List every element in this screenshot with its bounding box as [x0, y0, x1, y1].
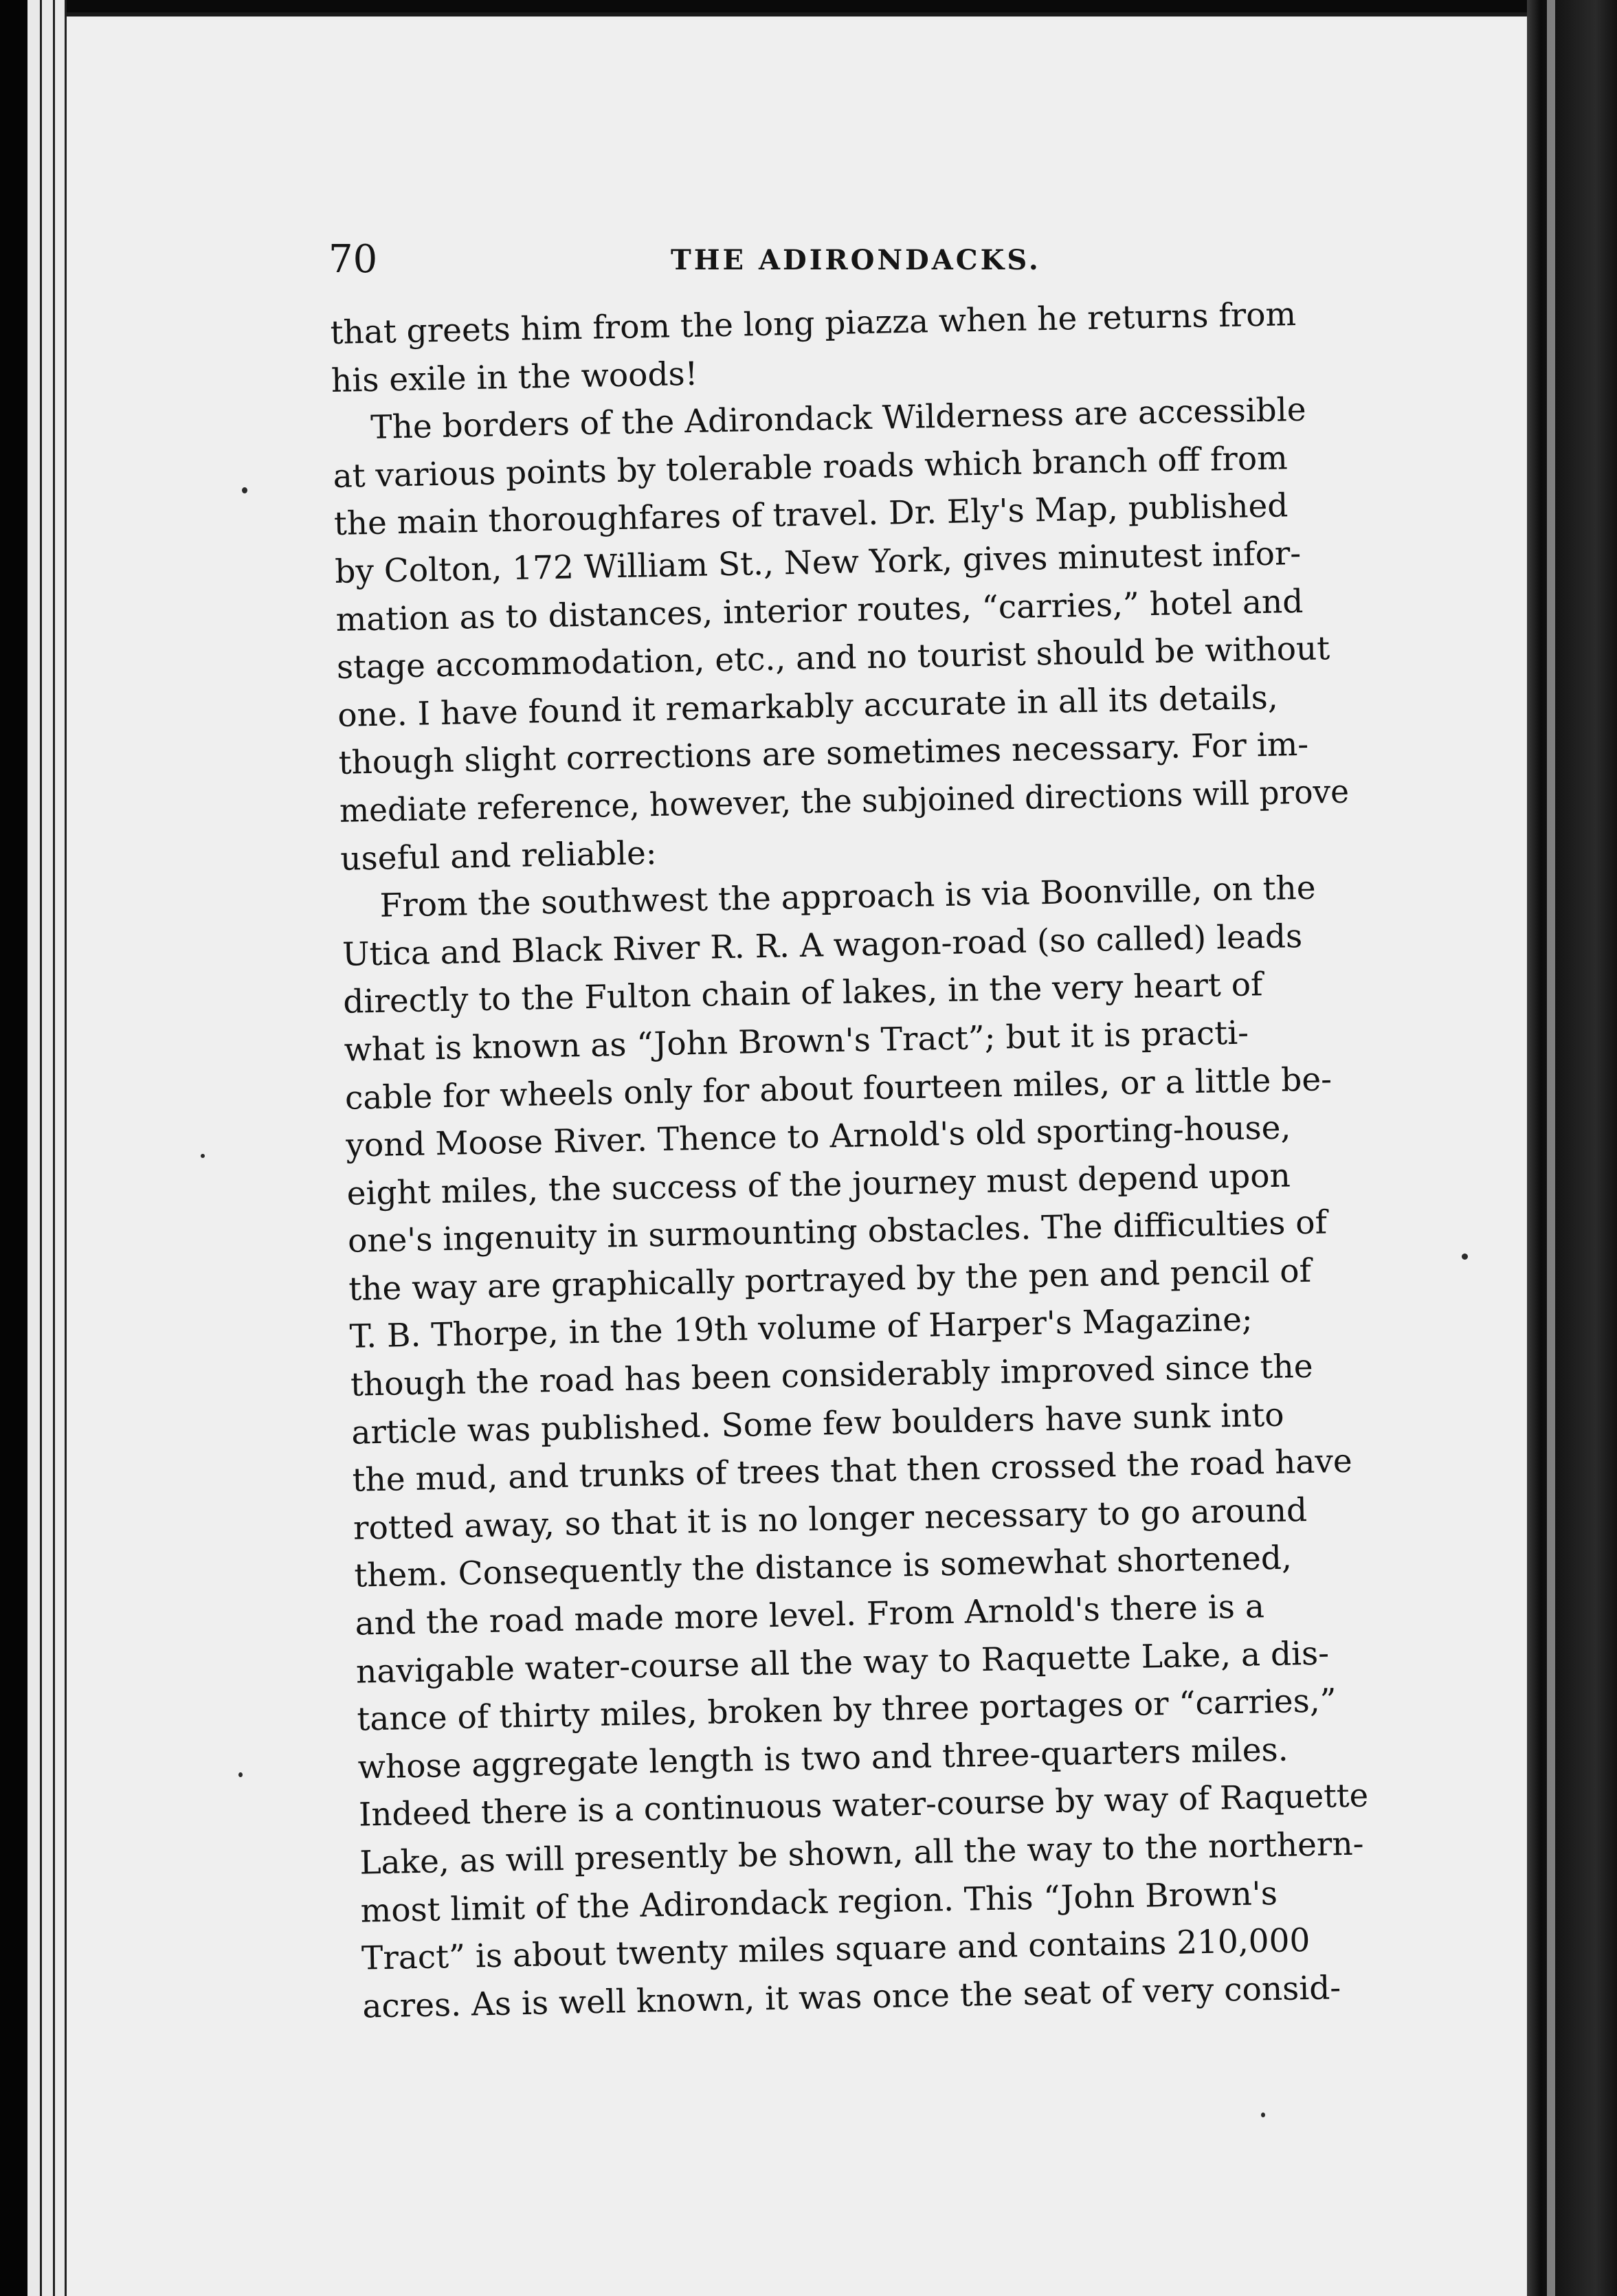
- text-line: what is known as “John Brown's Tract”; but it is practi-: [344, 1014, 1249, 1069]
- text-line: his exile in the woods!: [331, 355, 699, 400]
- page-edge: [27, 0, 42, 2296]
- text-line: most limit of the Adirondack region. This “John Brown's: [360, 1874, 1278, 1930]
- print-speck: [1462, 1253, 1468, 1260]
- text-line: Lake, as will presently be shown, all the way to the northern-: [359, 1825, 1364, 1882]
- text-line: the way are graphically portrayed by the pen and pencil of: [348, 1251, 1312, 1308]
- binding-edge: [1547, 0, 1555, 2296]
- text-line: by Colton, 172 William St., New York, gives minutest infor-: [334, 534, 1302, 591]
- text-line: stage accommodation, etc., and no tourist should be without: [336, 629, 1330, 687]
- text-line: though the road has been considerably improved since the: [350, 1347, 1313, 1404]
- text-line: Utica and Black River R. R. A wagon-road (so called) leads: [342, 917, 1303, 974]
- text-line: Tract” is about twenty miles square and contains 210,000: [361, 1921, 1311, 1978]
- text-line: though slight corrections are sometimes necessary. For im-: [338, 726, 1309, 783]
- text-line: them. Consequently the distance is somewhat shortened,: [353, 1539, 1293, 1596]
- print-speck: [242, 487, 247, 493]
- text-line: one. I have found it remarkably accurate in all its details,: [337, 678, 1279, 735]
- text-line: whose aggregate length is two and three-quarters miles.: [357, 1730, 1289, 1787]
- text-line: tance of thirty miles, broken by three portages or “carries,”: [356, 1682, 1337, 1739]
- text-line: article was published. Some few boulders have sunk into: [350, 1396, 1284, 1452]
- text-line: the main thoroughfares of travel. Dr. Ely's Map, published: [333, 487, 1289, 544]
- page-edge: [42, 0, 55, 2296]
- text-line: cable for wheels only for about fourteen miles, or a little be-: [344, 1060, 1332, 1117]
- text-line: acres. As is well known, it was once the seat of very consid-: [361, 1968, 1341, 2026]
- running-title: THE ADIRONDACKS.: [671, 244, 1041, 276]
- page-edge: [55, 0, 67, 2296]
- text-line: mation as to distances, interior routes, “carries,” hotel and: [335, 582, 1304, 639]
- text-line: at various points by tolerable roads which branch off from: [333, 439, 1289, 495]
- print-speck: [1261, 2113, 1265, 2117]
- text-line: The borders of the Adirondack Wilderness are accessible: [370, 390, 1307, 447]
- text-line: mediate reference, however, the subjoined directions will prove: [339, 772, 1350, 830]
- text-line: and the road made more level. From Arnold's there is a: [355, 1587, 1265, 1643]
- print-speck: [201, 1154, 205, 1158]
- text-line: eight miles, the success of the journey must depend upon: [346, 1157, 1291, 1213]
- book-binding: [1527, 0, 1617, 2296]
- body-text: [330, 290, 1373, 2031]
- text-line: one's ingenuity in surmounting obstacles. The difficulties of: [347, 1203, 1328, 1261]
- text-line: From the southwest the approach is via Boonville, on the: [379, 869, 1317, 925]
- text-line: directly to the Fulton chain of lakes, in the very heart of: [342, 966, 1263, 1022]
- running-head: [328, 237, 1346, 299]
- text-line: that greets him from the long piazza when he returns from: [330, 296, 1297, 352]
- scanner-margin-left: [0, 0, 27, 2296]
- page-number: 70: [328, 237, 378, 282]
- text-line: the mud, and trunks of trees that then crossed the road have: [352, 1442, 1353, 1500]
- text-line: rotted away, so that it is no longer necessary to go around: [353, 1491, 1308, 1548]
- text-line: useful and reliable:: [339, 834, 658, 878]
- text-line: navigable water-course all the way to Raquette Lake, a dis-: [355, 1634, 1330, 1691]
- print-speck: [238, 1772, 243, 1777]
- text-line: T. B. Thorpe, in the 19th volume of Harper's Magazine;: [349, 1300, 1253, 1357]
- text-line: Indeed there is a continuous water-course by way of Raquette: [358, 1776, 1369, 1834]
- text-line: yond Moose River. Thence to Arnold's old sporting-house,: [345, 1108, 1291, 1165]
